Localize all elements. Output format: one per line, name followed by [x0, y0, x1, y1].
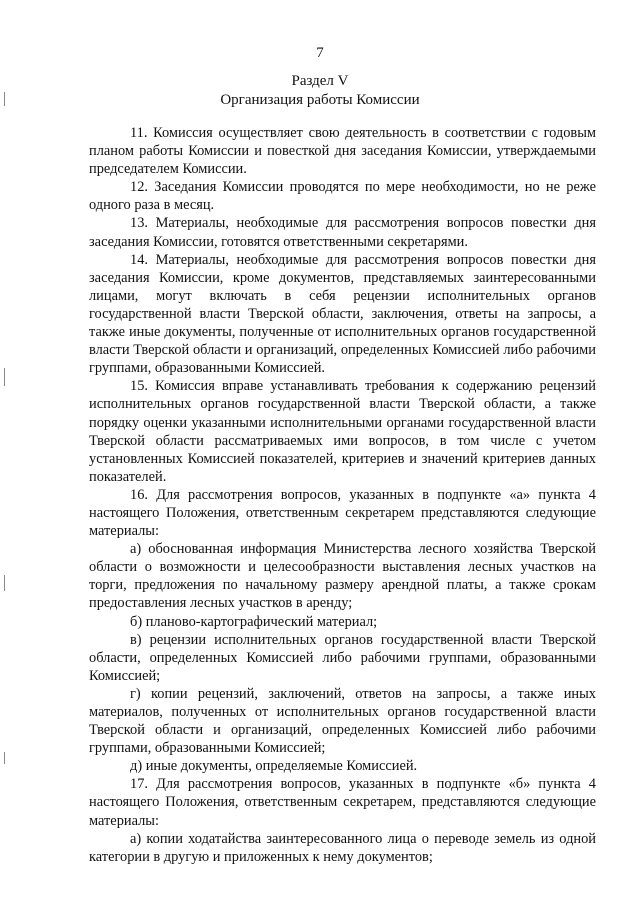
scan-edge-mark — [4, 752, 5, 764]
section-title: Организация работы Комиссии — [220, 92, 420, 108]
paragraph-12: 12. Заседания Комиссии проводятся по мере необходимости, но не реже одного раза в месяц. — [89, 179, 596, 214]
paragraph-17-a: а) копии ходатайства заинтересованного лица о переводе земель из одной категории в другую и приложенных к нему документов; — [89, 830, 596, 865]
section-heading — [0, 72, 640, 110]
paragraph-16-d: д) иные документы, определяемые Комиссией. — [130, 758, 418, 775]
paragraph-16-g: г) копии рецензий, заключений, ответов на запросы, а также иных материалов, полученных от исполнительных органов государственной власти Тверской области и организаций, определенных Комиссией либо рабочими группами, образованными Комиссией; — [89, 685, 596, 757]
paragraph-17: 17. Для рассмотрения вопросов, указанных в подпункте «б» пункта 4 настоящего Положения, ответственным секретарем, представляются следующие материалы: — [89, 776, 596, 829]
document-body — [89, 124, 596, 866]
paragraph-16-a: а) обоснованная информация Министерства лесного хозяйства Тверской области о возможности и целесообразности выставления лесных участков на торги, предложения по начальному размеру арендной платы, а также срокам предоставления лесных участков в аренду; — [89, 541, 596, 612]
section-label: Раздел V — [291, 73, 349, 89]
paragraph-16-b: б) планово-картографический материал; — [130, 613, 378, 630]
paragraph-15: 15. Комиссия вправе устанавливать требования к содержанию рецензий исполнительных органов государственной власти Тверской области, а также порядку оценки указанными исполнительными органами государственной власти Тверской области рассматриваемых ими вопросов, в том числе с учетом установленных Комиссией показателей, критериев и значений критериев данных показателей. — [89, 378, 596, 485]
paragraph-11: 11. Комиссия осуществляет свою деятельность в соответствии с годовым планом работы Комиссии и повесткой дня заседания Комиссии, утверждаемыми председателем Комиссии. — [89, 125, 596, 178]
paragraph-16: 16. Для рассмотрения вопросов, указанных в подпункте «а» пункта 4 настоящего Положения, ответственным секретарем представляются следующие материалы: — [89, 486, 596, 540]
paragraph-13: 13. Материалы, необходимые для рассмотрения вопросов повестки дня заседания Комиссии, готовятся ответственными секретарями. — [89, 215, 596, 250]
page-number: 7 — [316, 45, 324, 61]
paragraph-14: 14. Материалы, необходимые для рассмотрения вопросов повестки дня заседания Комиссии, кроме документов, представляемых заинтересованными лицами, могут включать в себя рецензии исполнительных органов государственной власти Тверской области, заключения, ответы на запросы, а также иные документы, полученные от исполнительных органов государственной власти Тверской области и организаций, определенных Комиссией либо рабочими группами, образованными Комиссией. — [89, 251, 596, 377]
scan-edge-mark — [4, 575, 5, 591]
scan-edge-mark — [4, 368, 5, 386]
paragraph-16-v: в) рецензии исполнительных органов государственной власти Тверской области, определенных Комиссией либо рабочими группами, образованными Комиссией; — [89, 631, 596, 684]
